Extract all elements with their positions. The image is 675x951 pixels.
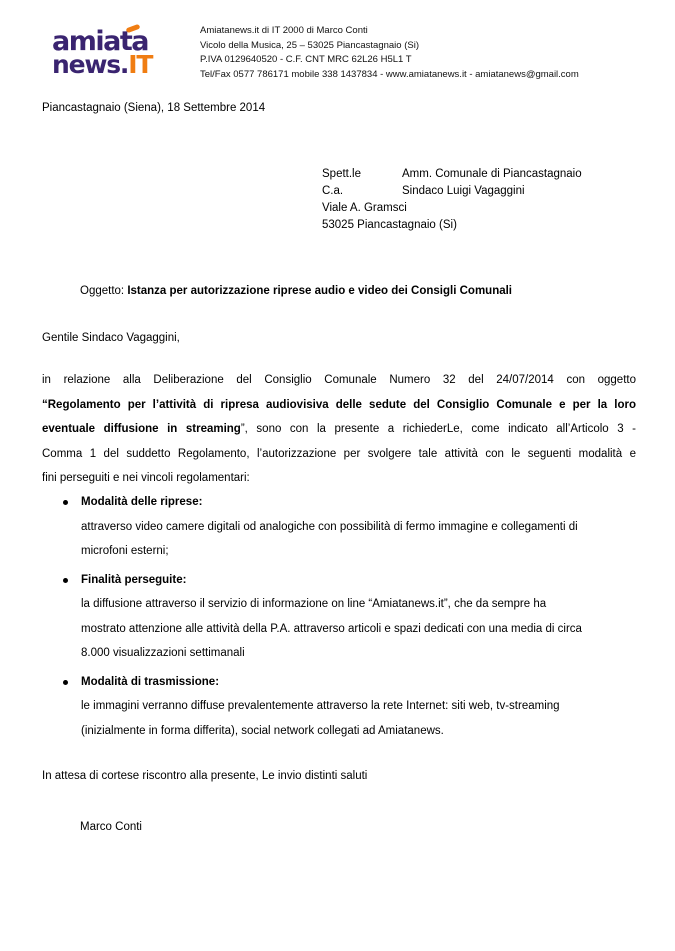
- recipient-row: [322, 166, 582, 183]
- body-text: ”, sono con la presente a richiederLe, come indicato all’Articolo 3 -: [240, 423, 637, 435]
- subject-label: Oggetto:: [80, 285, 128, 297]
- logo-news-text: news.: [52, 50, 129, 79]
- bullet-icon: [63, 500, 68, 505]
- modalities-list: [60, 490, 650, 747]
- list-item: [60, 490, 650, 564]
- letterhead-tax-ids: P.IVA 0129640520 - C.F. CNT MRC 62L26 H5L1 T: [200, 54, 412, 65]
- list-item-heading: Modalità di trasmissione:: [81, 675, 220, 688]
- bullet-icon: [63, 680, 68, 685]
- body-line: [42, 393, 636, 418]
- list-item-line: mostrato attenzione alle attività della P.A. attraverso articoli e spazi dedicati con una media di circa: [81, 622, 582, 635]
- recipient-key: C.a.: [322, 185, 344, 197]
- bullet-icon: [63, 578, 68, 583]
- amiatanews-logo: [52, 28, 170, 80]
- list-item-line: (inizialmente in forma differita), social network collegati ad Amiatanews.: [81, 724, 444, 737]
- list-item-line: la diffusione attraverso il servizio di informazione on line “Amiatanews.it”, che da sempre ha: [81, 598, 547, 610]
- body-line: [42, 417, 636, 442]
- body-bold-text: eventuale diffusione in streaming: [42, 423, 241, 435]
- body-line: Comma 1 del suddetto Regolamento, l’autorizzazione per svolgere tale attività con le seguenti modalità e: [42, 447, 636, 460]
- list-item-heading: Modalità delle riprese:: [81, 496, 203, 508]
- letterhead-info: [200, 24, 579, 82]
- body-line: fini perseguiti e nei vincoli regolamentari:: [42, 472, 250, 484]
- list-item-heading: Finalità perseguite:: [81, 573, 187, 586]
- list-item-line: attraverso video camere digitali od analogiche con possibilità di fermo immagine e collegamenti di: [81, 520, 578, 533]
- body-bold-text: “Regolamento per l’attività di ripresa audiovisiva delle sedute del Consiglio Comunale e per la loro: [42, 398, 636, 411]
- recipient-value: Sindaco Luigi Vagaggini: [402, 185, 525, 197]
- place-date: Piancastagnaio (Siena), 18 Settembre 2014: [42, 102, 266, 114]
- list-item-line: microfoni esterni;: [81, 545, 169, 557]
- closing-line: In attesa di cortese riscontro alla presente, Le invio distinti saluti: [42, 770, 368, 782]
- body-line: in relazione alla Deliberazione del Consiglio Comunale Numero 32 del 24/07/2014 con oggetto: [42, 374, 636, 386]
- recipient-street: Viale A. Gramsci: [322, 202, 407, 214]
- list-item-line: le immagini verranno diffuse prevalentemente attraverso la rete Internet: siti web, tv-streaming: [81, 700, 560, 712]
- recipient-address: [322, 166, 582, 234]
- recipient-row: [322, 183, 525, 200]
- recipient-value: Amm. Comunale di Piancastagnaio: [402, 168, 582, 180]
- subject-text: Istanza per autorizzazione riprese audio e video dei Consigli Comunali: [127, 285, 513, 297]
- recipient-key: Spett.le: [322, 168, 361, 180]
- signature-name: Marco Conti: [80, 821, 142, 833]
- list-item: [60, 568, 650, 666]
- letterhead-address: Vicolo della Musica, 25 – 53025 Piancastagnaio (Si): [200, 39, 419, 51]
- logo-it-text: IT: [128, 50, 153, 79]
- subject-line: [80, 283, 512, 299]
- logo-line-1: amiata: [52, 26, 148, 57]
- recipient-city: 53025 Piancastagnaio (Si): [322, 219, 457, 231]
- letterhead-company: Amiatanews.it di IT 2000 di Marco Conti: [200, 25, 368, 36]
- greeting: Gentile Sindaco Vagaggini,: [42, 332, 180, 344]
- list-item: [60, 670, 650, 744]
- logo-line-2: [52, 51, 152, 78]
- list-item-line: 8.000 visualizzazioni settimanali: [81, 647, 245, 659]
- letterhead-contacts: Tel/Fax 0577 786171 mobile 338 1437834 - www.amiatanews.it - amiatanews@gmail.com: [200, 68, 579, 80]
- body-paragraph: [42, 368, 636, 491]
